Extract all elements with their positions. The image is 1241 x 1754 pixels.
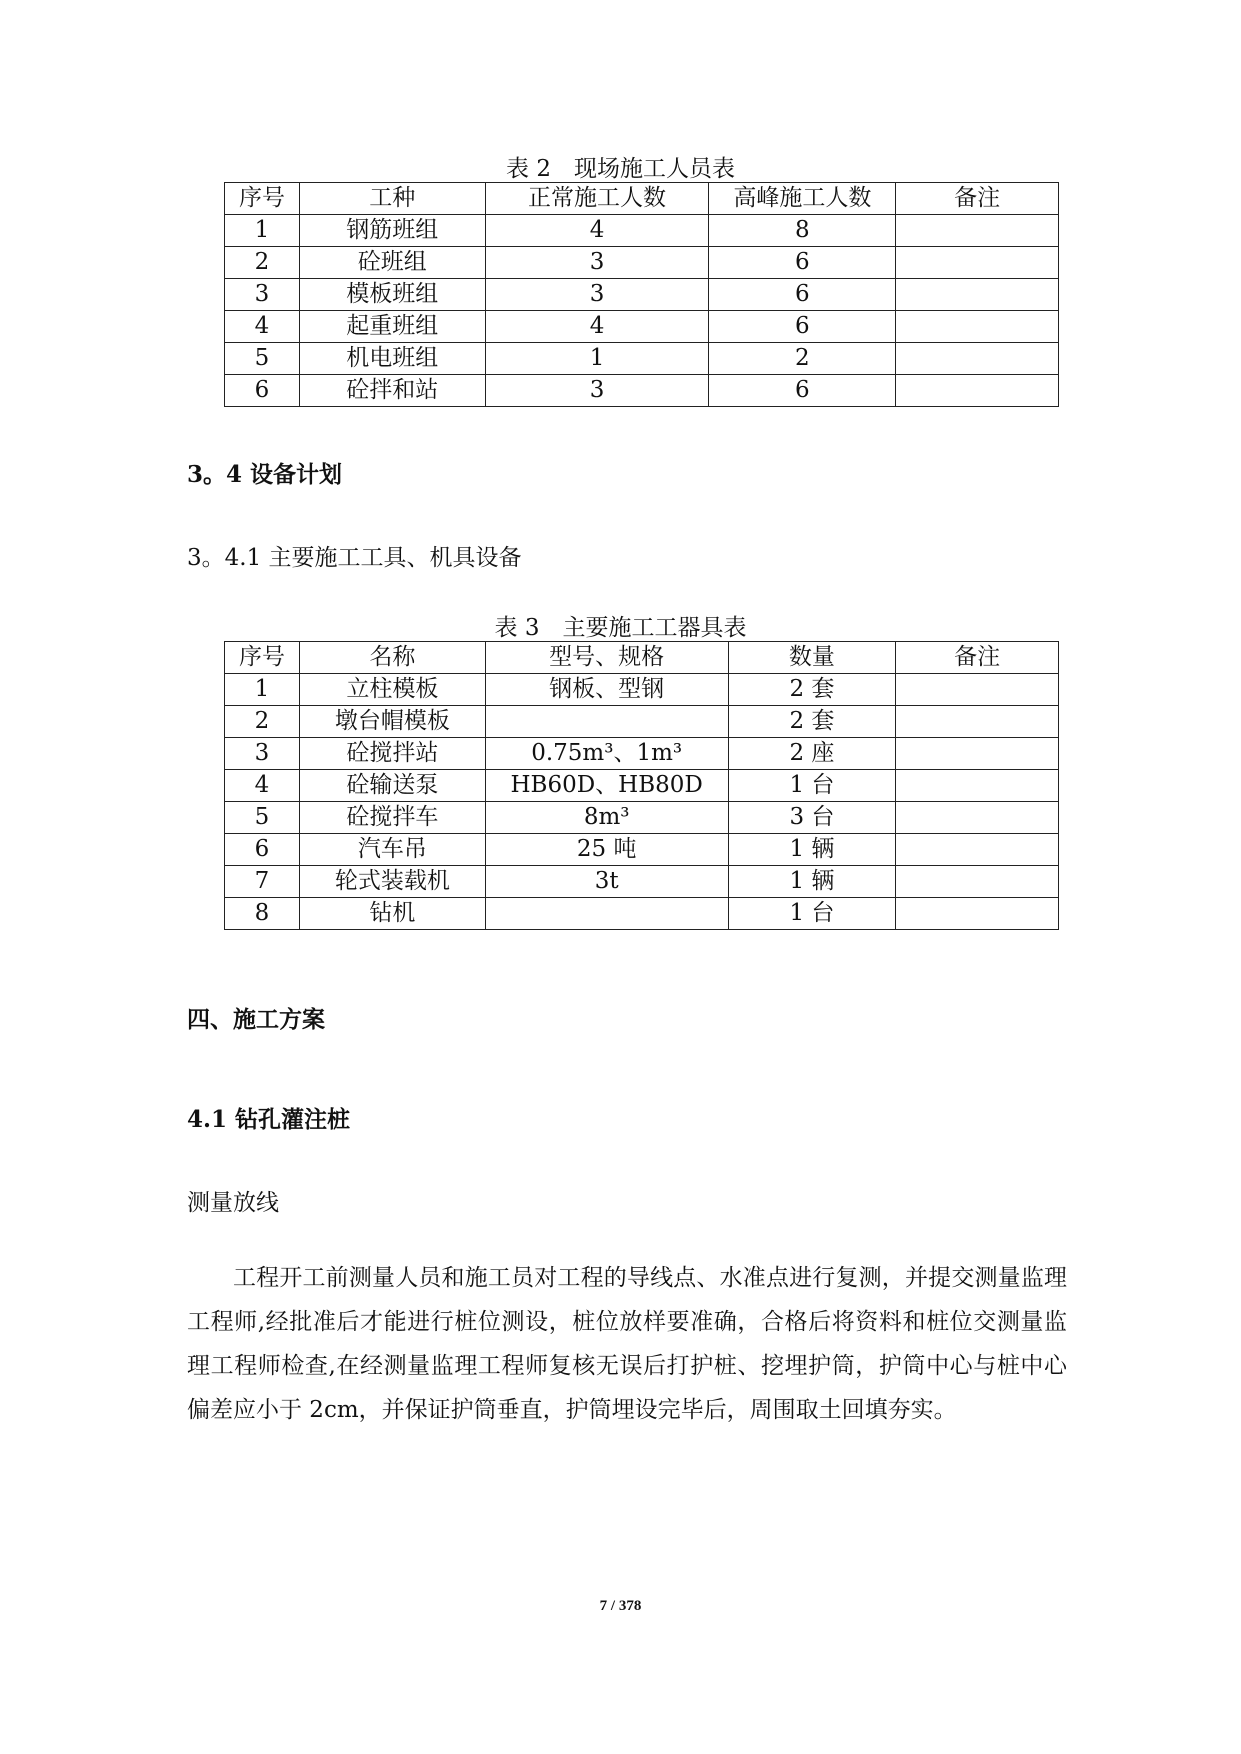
body-paragraph: 工程开工前测量人员和施工员对工程的导线点、水准点进行复测，并提交测量监理工程师,经批准后才能进行桩位测设，桩位放样要准确，合格后将资料和桩位交测量监理工程师检查,在经测量监理工程师复核无误后打护桩、挖埋护筒，护筒中心与桩中心偏差应小于 2cm，并保证护筒垂直，护筒埋设完毕后，周围取土回填夯实。 — [187, 1265, 1067, 1423]
table-cell: 砼拌和站 — [299, 375, 485, 407]
header-cell: 序号 — [225, 642, 300, 674]
table-cell — [896, 738, 1059, 770]
table-cell: 6 — [709, 279, 896, 311]
table-cell: 1 — [485, 343, 709, 375]
table-cell: 3t — [485, 866, 728, 898]
table-cell: 6 — [225, 834, 300, 866]
table-cell — [896, 247, 1059, 279]
table-cell: 0.75m³、1m³ — [485, 738, 728, 770]
table-row — [225, 375, 1059, 407]
table-cell: 2 座 — [728, 738, 896, 770]
table-cell: 钢筋班组 — [299, 215, 485, 247]
table-cell: 3 — [485, 279, 709, 311]
table-cell: 钢板、型钢 — [485, 674, 728, 706]
table-cell: 墩台帽模板 — [299, 706, 485, 738]
table-cell: 起重班组 — [299, 311, 485, 343]
table-cell: 模板班组 — [299, 279, 485, 311]
header-cell: 高峰施工人数 — [709, 183, 896, 215]
table-cell: 4 — [225, 770, 300, 802]
header-cell: 名称 — [299, 642, 485, 674]
header-cell: 正常施工人数 — [485, 183, 709, 215]
table-cell — [896, 311, 1059, 343]
table3-caption: 表 3 主要施工工器具表 — [494, 615, 747, 641]
header-cell: 备注 — [896, 642, 1059, 674]
table-cell: 3 台 — [728, 802, 896, 834]
header-cell: 备注 — [896, 183, 1059, 215]
table-cell — [896, 375, 1059, 407]
table-cell: 2 — [225, 247, 300, 279]
table-cell: 1 台 — [728, 770, 896, 802]
table-row — [225, 343, 1059, 375]
table-cell: 3 — [485, 247, 709, 279]
table-cell: 砼搅拌车 — [299, 802, 485, 834]
table-cell: 砼搅拌站 — [299, 738, 485, 770]
table-cell: 砼班组 — [299, 247, 485, 279]
section-heading-3-4-1: 3。4.1 主要施工工具、机具设备 — [187, 545, 522, 571]
table-header-row — [225, 642, 1059, 674]
table-row — [225, 247, 1059, 279]
table-cell: 5 — [225, 343, 300, 375]
table-row — [225, 706, 1059, 738]
table-cell: 6 — [709, 311, 896, 343]
table-header-row — [225, 183, 1059, 215]
table-cell: 2 — [709, 343, 896, 375]
table-row — [225, 215, 1059, 247]
section-heading-3-4: 3。4 设备计划 — [187, 461, 343, 488]
table-cell: 1 辆 — [728, 834, 896, 866]
table-cell — [896, 770, 1059, 802]
table-cell: 25 吨 — [485, 834, 728, 866]
table-cell: 8 — [225, 898, 300, 930]
section-heading-4: 四、施工方案 — [187, 1006, 325, 1033]
table-row — [225, 674, 1059, 706]
staff-table — [224, 182, 1059, 407]
table-cell: 6 — [225, 375, 300, 407]
table-cell: 2 套 — [728, 674, 896, 706]
table-cell — [896, 802, 1059, 834]
table-cell: 6 — [709, 375, 896, 407]
table-cell: 砼输送泵 — [299, 770, 485, 802]
table-cell: 1 辆 — [728, 866, 896, 898]
table2-caption: 表 2 现场施工人员表 — [506, 156, 735, 182]
table-row — [225, 770, 1059, 802]
table-row — [225, 279, 1059, 311]
table-cell: 8 — [709, 215, 896, 247]
table-cell: 1 — [225, 674, 300, 706]
table-cell: 7 — [225, 866, 300, 898]
sub-heading: 测量放线 — [187, 1190, 279, 1216]
table-cell: HB60D、HB80D — [485, 770, 728, 802]
table-cell — [896, 706, 1059, 738]
table-cell: 3 — [225, 738, 300, 770]
table-row — [225, 898, 1059, 930]
table-cell: 4 — [485, 215, 709, 247]
table-cell: 钻机 — [299, 898, 485, 930]
page-number: 7 / 378 — [599, 1598, 642, 1614]
table-row — [225, 802, 1059, 834]
table-row — [225, 834, 1059, 866]
equipment-table — [224, 641, 1059, 930]
table-cell — [896, 834, 1059, 866]
table-cell: 2 — [225, 706, 300, 738]
table-cell — [485, 898, 728, 930]
section-heading-4-1: 4.1 钻孔灌注桩 — [187, 1106, 351, 1133]
header-cell: 序号 — [225, 183, 300, 215]
table-cell — [896, 866, 1059, 898]
table-cell — [896, 674, 1059, 706]
table-cell: 轮式装载机 — [299, 866, 485, 898]
table-cell — [896, 279, 1059, 311]
table-cell: 3 — [485, 375, 709, 407]
table-cell: 1 — [225, 215, 300, 247]
table-cell: 汽车吊 — [299, 834, 485, 866]
table-cell: 5 — [225, 802, 300, 834]
table-cell — [485, 706, 728, 738]
table-row — [225, 866, 1059, 898]
table-cell: 2 套 — [728, 706, 896, 738]
table-cell: 1 台 — [728, 898, 896, 930]
table-cell: 立柱模板 — [299, 674, 485, 706]
table-cell: 4 — [225, 311, 300, 343]
table-cell: 机电班组 — [299, 343, 485, 375]
table-cell — [896, 898, 1059, 930]
header-cell: 工种 — [299, 183, 485, 215]
header-cell: 数量 — [728, 642, 896, 674]
table-cell: 8m³ — [485, 802, 728, 834]
table-cell — [896, 343, 1059, 375]
header-cell: 型号、规格 — [485, 642, 728, 674]
table-cell: 3 — [225, 279, 300, 311]
table-row — [225, 738, 1059, 770]
table-cell — [896, 215, 1059, 247]
table-cell: 4 — [485, 311, 709, 343]
table-cell: 6 — [709, 247, 896, 279]
table-row — [225, 311, 1059, 343]
